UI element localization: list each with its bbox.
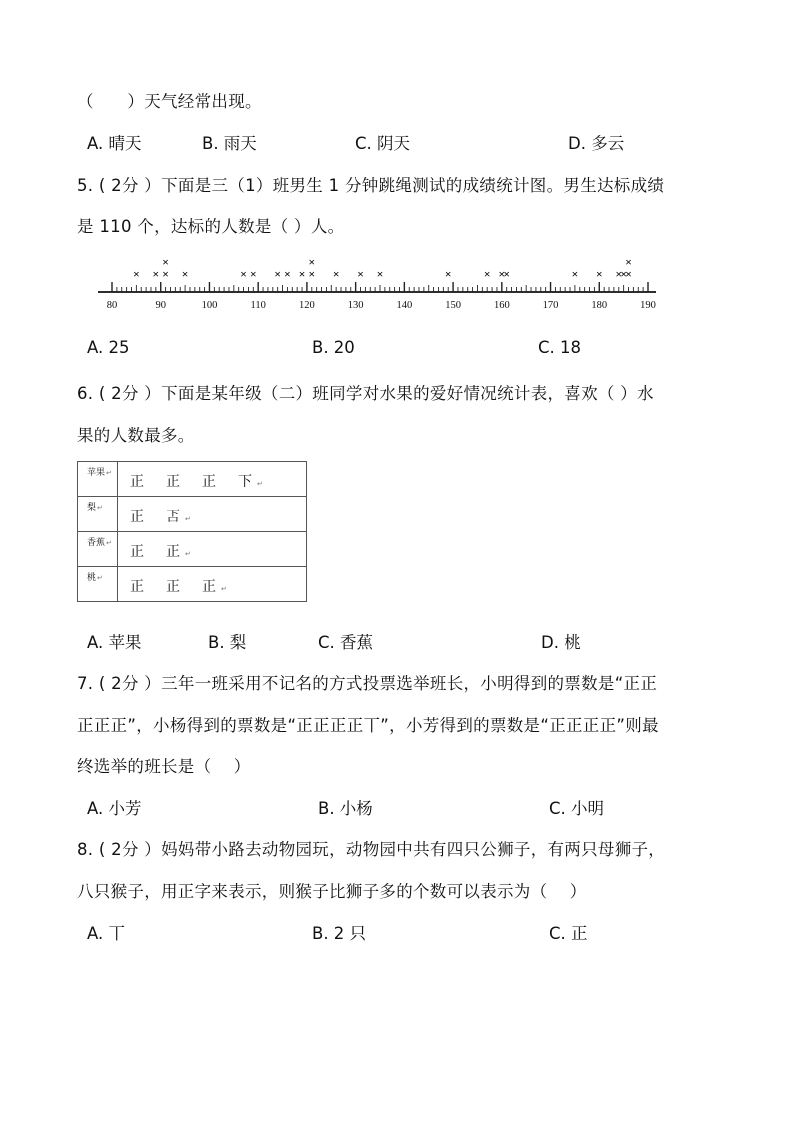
tally-mark: 正 [130, 509, 144, 525]
q6-option-b[interactable]: B. 梨 [208, 633, 247, 652]
tally-mark: 正 [166, 544, 180, 560]
tally-marks: 正 正 正 ↵ [118, 567, 307, 602]
data-point: × [595, 267, 603, 281]
data-point: × [571, 267, 579, 281]
q4-intro-line: （ ）天气经常出现。 [77, 92, 262, 111]
data-point: × [332, 267, 340, 281]
data-point: × [308, 255, 316, 269]
tick-label: 170 [542, 300, 559, 311]
data-point: × [503, 267, 511, 281]
tally-marks: 正 正 正 下 ↵ [118, 462, 307, 497]
tally-marks: 正 𠮴 ↵ [118, 497, 307, 532]
data-point: × [283, 267, 291, 281]
tally-marks: 正 正 ↵ [118, 532, 307, 567]
tick-label: 190 [640, 300, 656, 311]
tick-label: 80 [106, 300, 118, 311]
tick-label: 160 [493, 300, 510, 311]
q5-option-a[interactable]: A. 25 [87, 338, 130, 357]
data-point: × [132, 267, 140, 281]
data-point: × [376, 267, 384, 281]
q8-option-c[interactable]: C. 正 [549, 924, 588, 943]
tick-label: 150 [445, 300, 461, 311]
q7-option-b[interactable]: B. 小杨 [318, 799, 373, 818]
q6-question-line2: 果的人数最多。 [77, 426, 195, 445]
tally-mark: 𠮴 [166, 509, 180, 525]
q8-question-line2: 八只猴子，用正字来表示，则猴子比狮子多的个数可以表示为（ ） [77, 882, 587, 901]
q4-option-b[interactable]: B. 雨天 [202, 134, 257, 153]
fruit-label: 桃↵ [78, 567, 118, 602]
fruit-tally-table [77, 461, 307, 602]
tally-mark: 正 [130, 544, 144, 560]
data-point: × [249, 267, 257, 281]
table-row [78, 567, 307, 602]
data-point: × [274, 267, 282, 281]
q7-question-line2: 正正正”，小杨得到的票数是“正正正正丅”，小芳得到的票数是“正正正正”则最 [77, 716, 659, 735]
q8-option-a[interactable]: A. 丅 [87, 924, 125, 943]
data-point: × [625, 255, 632, 269]
q5-question-line1: 5. ( 2分 ）下面是三（1）班男生 1 分钟跳绳测试的成绩统计图。男生达标成绩 [77, 176, 665, 195]
q6-question-line1: 6. ( 2分 ）下面是某年级（二）班同学对水果的爱好情况统计表，喜欢（ ）水 [77, 384, 654, 403]
data-point: × [615, 267, 623, 281]
tick-label: 90 [155, 300, 166, 311]
fruit-label: 苹果↵ [78, 462, 118, 497]
table-row [78, 532, 307, 567]
data-point: × [357, 267, 364, 281]
tick-label: 100 [201, 300, 218, 311]
q4-option-d[interactable]: D. 多云 [568, 134, 625, 153]
data-point: × [240, 267, 247, 281]
q6-option-d[interactable]: D. 桃 [541, 633, 581, 652]
tally-mark: 正 [130, 579, 144, 595]
tick-label: 130 [347, 300, 364, 311]
data-point: × [308, 267, 316, 281]
q8-question-line1: 8. ( 2分 ）妈妈带小路去动物园玩，动物园中共有四只公狮子，有两只母狮子， [77, 840, 666, 859]
q6-option-c[interactable]: C. 香蕉 [318, 633, 374, 652]
tally-mark: 正 [166, 474, 180, 490]
tally-mark: 正 [202, 579, 216, 595]
q7-question-line1: 7. ( 2分 ）三年一班采用不记名的方式投票选举班长，小明得到的票数是“正正 [77, 674, 658, 693]
q4-option-c[interactable]: C. 阴天 [355, 134, 411, 153]
q5-option-b[interactable]: B. 20 [312, 338, 355, 357]
line-plot-chart [96, 252, 658, 314]
fruit-label: 香蕉↵ [78, 532, 118, 567]
q7-option-c[interactable]: C. 小明 [549, 799, 605, 818]
data-point: × [181, 267, 189, 281]
fruit-label: 梨↵ [78, 497, 118, 532]
tick-label: 140 [396, 300, 413, 311]
tick-label: 120 [299, 300, 315, 311]
tick-label: 110 [250, 300, 266, 311]
table-row [78, 497, 307, 532]
q6-option-a[interactable]: A. 苹果 [87, 633, 142, 652]
q4-option-a[interactable]: A. 晴天 [87, 134, 142, 153]
data-point: × [298, 267, 306, 281]
tick-label: 180 [591, 300, 608, 311]
data-point: × [162, 255, 170, 269]
data-point: × [620, 267, 628, 281]
q7-question-line3: 终选举的班长是（ ） [77, 757, 251, 776]
q8-option-b[interactable]: B. 2 只 [312, 924, 367, 943]
tally-mark: 正 [202, 474, 216, 490]
q5-question-line2: 是 110 个，达标的人数是（ ）人。 [77, 217, 345, 236]
data-point: × [444, 267, 452, 281]
data-point: × [625, 267, 632, 281]
q5-option-c[interactable]: C. 18 [538, 338, 582, 357]
data-point: × [152, 267, 160, 281]
tally-mark: 正 [166, 579, 180, 595]
data-point: × [498, 267, 506, 281]
tally-mark: 正 [130, 474, 144, 490]
q7-option-a[interactable]: A. 小芳 [87, 799, 142, 818]
table-row [78, 462, 307, 497]
data-point: × [483, 267, 491, 281]
tally-mark: 下 [238, 474, 252, 490]
data-point: × [162, 267, 170, 281]
